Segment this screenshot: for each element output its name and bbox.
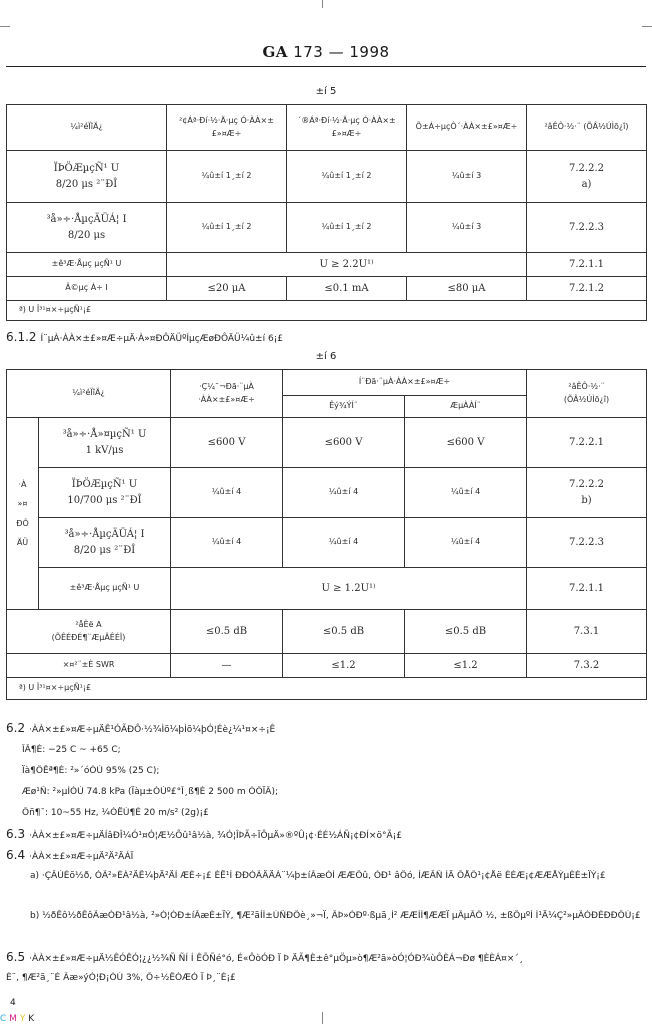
table6-cell: ¼û±í 4 bbox=[283, 468, 405, 518]
table5-head-method: ²âÊÔ·½·¨ (ÕÂ½ÚÌõ¿î) bbox=[527, 105, 647, 151]
table6-caption: ±í 6 bbox=[315, 351, 337, 362]
table-row bbox=[7, 301, 647, 321]
body-line bbox=[6, 828, 646, 842]
table6-cell: ≤1.2 bbox=[283, 654, 405, 678]
table6-head-method: ²âÊÔ·½·¨ (ÕÂ½ÚÌõ¿î) bbox=[527, 370, 647, 418]
table-row bbox=[7, 418, 647, 468]
body-text: ·ÀÀ×±£»¤Æ÷µÄ²Ä²ÄÁÏ bbox=[29, 852, 134, 862]
table6-cell-method: 7.2.2.1 bbox=[527, 418, 647, 468]
table5-cell-item: ³å»÷·ÅµçÄÜÁ¦ I 8/20 μs bbox=[7, 203, 167, 253]
cmyk-y: Y bbox=[19, 1014, 26, 1024]
table5-cell: ≤0.1 mA bbox=[287, 277, 407, 301]
table6-cell: ≤600 V bbox=[405, 418, 527, 468]
header-code: 173 — 1998 bbox=[293, 43, 390, 61]
body-text: Ïà¶ÔÊª¶È: ²»´óÓÚ 95% (25 C); bbox=[22, 766, 160, 776]
table5-cell-item: ±ê³Æ·Åµç µçÑ¹ U bbox=[7, 253, 167, 277]
table6-cell-item: ³å»÷·Å»¤µçÑ¹ U 1 kV/μs bbox=[39, 418, 171, 468]
table5-cell-merged: U ≥ 2.2U¹⁾ bbox=[167, 253, 527, 277]
table6-cell: ¼û±í 4 bbox=[171, 518, 283, 568]
cmyk-registration-mark bbox=[0, 1014, 34, 1024]
table6-cell: — bbox=[171, 654, 283, 678]
table6-cell: ≤600 V bbox=[283, 418, 405, 468]
paragraph-6-1-2 bbox=[6, 331, 646, 345]
table6-cell-item: ×¤²¨±È SWR bbox=[7, 654, 171, 678]
table6-cell: ≤0.5 dB bbox=[283, 610, 405, 654]
table5-footnote: ª) U Î³¹¤×÷µçÑ¹¡£ bbox=[7, 301, 647, 321]
clause-number: 6.5 bbox=[6, 951, 26, 964]
table-row bbox=[7, 151, 647, 203]
body-line bbox=[6, 765, 646, 777]
table5-head-item: ¼ì²éÏîÄ¿ bbox=[7, 105, 167, 151]
table5-cell: ¼û±í 1¸±í 2 bbox=[167, 203, 287, 253]
table5-cell-item: Â©µç Á÷ I bbox=[7, 277, 167, 301]
table6-cell: ¼û±í 4 bbox=[171, 468, 283, 518]
table6-cell: ≤600 V bbox=[171, 418, 283, 468]
table-row bbox=[7, 678, 647, 700]
table5-head-series: ´®Áª·Ðí·½·Ä·µç Ó·ÀÀ×±£»¤Æ÷ bbox=[287, 105, 407, 151]
cmyk-c: C bbox=[0, 1014, 7, 1024]
table6-cell-method: 7.3.1 bbox=[527, 610, 647, 654]
clause-number: 6.4 bbox=[6, 849, 26, 862]
table6-cell-item: ±ê³Æ·Åµç µçÑ¹ U bbox=[39, 568, 171, 610]
table6-cell-method: 7.3.2 bbox=[527, 654, 647, 678]
header-rule bbox=[6, 66, 646, 67]
table5-head-parallel: ²¢Áª·Ðí·½·Ä·µç Ó·ÀÀ×±£»¤Æ÷ bbox=[167, 105, 287, 151]
table6-cell-method: 7.2.1.1 bbox=[527, 568, 647, 610]
body-text: ·ÀÀ×±£»¤Æ÷µÄÊ¹ÓÃÐÔ·½¾Ìõ¼þÌõ¼þÓ¦Éè¿¼¹¤×÷¡Ê bbox=[29, 725, 276, 735]
body-text: ·ÀÀ×±£»¤Æ÷µÄÍâÐÎ¼Ó¹¤Ó¦Æ½Õû¹â½à, ¾Ó¦ÎÞÃ÷ÏÔµÄ»®ºÛ¡¢·ÉÉ½ÁÑ¡¢ÐÍ×ö°Ã¡£ bbox=[29, 831, 402, 841]
table5-head-dc: Õ±Á÷µçÔ´·ÀÀ×±£»¤Æ÷ bbox=[407, 105, 527, 151]
table6-head-item: ¼ì²éÏîÄ¿ bbox=[7, 370, 171, 418]
table5-caption: ±í 5 bbox=[315, 86, 337, 97]
table-row bbox=[7, 203, 647, 253]
body-text: É¨, ¶Æ²ã¸¨É Ãæ»ýÓ¦Ð¡ÓÚ 3%, Õ÷½ÊÓÆÓ Ï Þ¸¨É¡£ bbox=[6, 973, 236, 983]
running-header bbox=[0, 43, 652, 61]
table6-head-non-channel: ·Ç¼¯¬Ðã·¨µÀ ·ÀÀ×±£»¤Æ÷ bbox=[171, 370, 283, 418]
table6 bbox=[6, 369, 647, 700]
table6-cell-merged: U ≥ 1.2U¹⁾ bbox=[171, 568, 527, 610]
table-row bbox=[7, 654, 647, 678]
table5 bbox=[6, 104, 647, 321]
body-line bbox=[6, 972, 646, 984]
table6-footnote: ª) U Î³¹¤×÷µçÑ¹¡£ bbox=[7, 678, 647, 700]
table-row bbox=[7, 468, 647, 518]
body-text: Õñ¶¯: 10~55 Hz, ¼ÓËÙ¶È 20 m/s² (2g)¡£ bbox=[22, 808, 209, 818]
table5-cell: ¼û±í 1¸±í 2 bbox=[287, 151, 407, 203]
crop-mark-left bbox=[0, 26, 10, 27]
page-number: 4 bbox=[10, 998, 16, 1008]
body-line bbox=[6, 951, 646, 965]
body-line bbox=[6, 786, 646, 798]
table6-cell: ≤0.5 dB bbox=[171, 610, 283, 654]
table6-cell-item: ²åÈë A (ÕÊÉÐÉ¶¨ÆµÂÊÉÏ) bbox=[7, 610, 171, 654]
table5-cell: ¼û±í 3 bbox=[407, 151, 527, 203]
table6-cell: ≤1.2 bbox=[405, 654, 527, 678]
table6-cell: ¼û±í 4 bbox=[405, 468, 527, 518]
table5-cell: ¼û±í 1¸±í 2 bbox=[167, 151, 287, 203]
crop-mark-bottom bbox=[322, 1012, 323, 1024]
table-row bbox=[7, 518, 647, 568]
table6-head-channel: Í¨Ðã·¨µÀ·ÀÀ×±£»¤Æ÷ bbox=[283, 370, 527, 396]
clause-number: 6.2 bbox=[6, 722, 26, 735]
table6-head-rf: ÆµÀÀÍ¨ bbox=[405, 396, 527, 418]
header-prefix: GA bbox=[262, 43, 288, 61]
table6-cell: ¼û±í 4 bbox=[283, 518, 405, 568]
crop-mark-top bbox=[322, 0, 323, 8]
table5-cell: ≤20 μA bbox=[167, 277, 287, 301]
table5-cell-method: 7.2.2.3 bbox=[527, 203, 647, 253]
body-line bbox=[6, 849, 646, 863]
table6-cell-method: 7.2.2.2 b) bbox=[527, 468, 647, 518]
table6-cell-item: ³å»÷·ÅµçÄÜÁ¦ I 8/20 μs ²¨ÐÎ bbox=[39, 518, 171, 568]
table6-head-data: Êý¾ÝÍ¨ bbox=[283, 396, 405, 418]
body-text: ·ÀÀ×±£»¤Æ÷µÄ½ÊÓÊÓ¦¿¿½¾Ñ ÑÍ Í ÊÕÑé°ó, É«ÔòÓÐ Ï Þ ÄÃ¶È±ê°µÖµ»ò¶Æ²ã»òÓ¦ÓÐ¾ùÔÈÁ¬Ðø ¶ÈÈÁ¤×´¸ bbox=[29, 954, 524, 964]
table6-cell: ≤0.5 dB bbox=[405, 610, 527, 654]
table-row bbox=[7, 610, 647, 654]
table6-cell-item: ÏÞÖÆµçÑ¹ U 10/700 μs ²¨ÐÎ bbox=[39, 468, 171, 518]
table-row bbox=[7, 568, 647, 610]
table5-cell-item: ÏÞÖÆµçÑ¹ U 8/20 μs ²¨ÐÎ bbox=[7, 151, 167, 203]
table5-cell-method: 7.2.1.2 bbox=[527, 277, 647, 301]
body-text: Æø¹Ñ: ²»µÍÓÚ 74.8 kPa (Ïàµ±ÓÚº£°Î¸ß¶È 2 500 m ÒÔÏÂ); bbox=[22, 787, 279, 797]
table5-cell: ¼û±í 1¸±í 2 bbox=[287, 203, 407, 253]
table5-cell-method: 7.2.1.1 bbox=[527, 253, 647, 277]
body-text: a) ·ÇÂÚÉõ½ð, ÓÃ²»ÈÀ²ÄÊ¼þÄ²ÄÍ ÆÈ÷¡£ ÈË¹Í ÐÐÓÃÄÄÁ¨¼þ±íÃæÓÍ ÆÆÕû, ÓÐ¹ âÔó, ÍÆÂÑ ÍÄ ÕÅÖ¹¡¢Åë ÉÉÆ¡¢ÆÆÅÝµÈÈ±ÏÝ¡£ bbox=[30, 871, 606, 881]
table6-header-row bbox=[7, 370, 647, 396]
cmyk-k: K bbox=[28, 1014, 35, 1024]
body-text: ÎÂ¶È: −25 C ~ +65 C; bbox=[22, 745, 121, 755]
body-line bbox=[6, 722, 646, 736]
crop-mark-right bbox=[642, 26, 652, 27]
paragraph-text: Í¨µÀ·ÀÀ×±£»¤Æ÷µÄ·À»¤ÐÔÄÜºÍµçÆøÐÔÄÜ¼û±í 6¡£ bbox=[40, 334, 284, 344]
clause-number: 6.3 bbox=[6, 828, 26, 841]
table6-cell-method: 7.2.2.3 bbox=[527, 518, 647, 568]
cmyk-m: M bbox=[9, 1014, 17, 1024]
body-line bbox=[6, 807, 646, 819]
table-row bbox=[7, 253, 647, 277]
body-line bbox=[6, 870, 646, 882]
table5-cell: ≤80 μA bbox=[407, 277, 527, 301]
clause-number: 6.1.2 bbox=[6, 331, 37, 344]
table5-header-row bbox=[7, 105, 647, 151]
body-line bbox=[6, 744, 646, 756]
body-line bbox=[6, 910, 646, 922]
body-text: b) ½ðÊô½ðÊôÃæÓÐ¹â½à, ²»Ó¦ÓÐ±íÃæÈ±ÏÝ, ¶Æ²ãÍÍ±ÙÑÐÔè¸»¬Ï, ÃÞ»ÓÐº·ßµã¸Í² ÆÆÍÍ¶ÆÆÏ µÃµÃÖ ½, ±ßÔµºÍ Ì¹Ä¼Ç²»µÃÓÐÉÐÐÔÙ¡£ bbox=[30, 911, 641, 921]
table6-side-label: ·À »¤ ÐÔ ÄÜ bbox=[7, 418, 39, 610]
table5-cell: ¼û±í 3 bbox=[407, 203, 527, 253]
table6-cell: ¼û±í 4 bbox=[405, 518, 527, 568]
table5-cell-method: 7.2.2.2 a) bbox=[527, 151, 647, 203]
table-row bbox=[7, 277, 647, 301]
